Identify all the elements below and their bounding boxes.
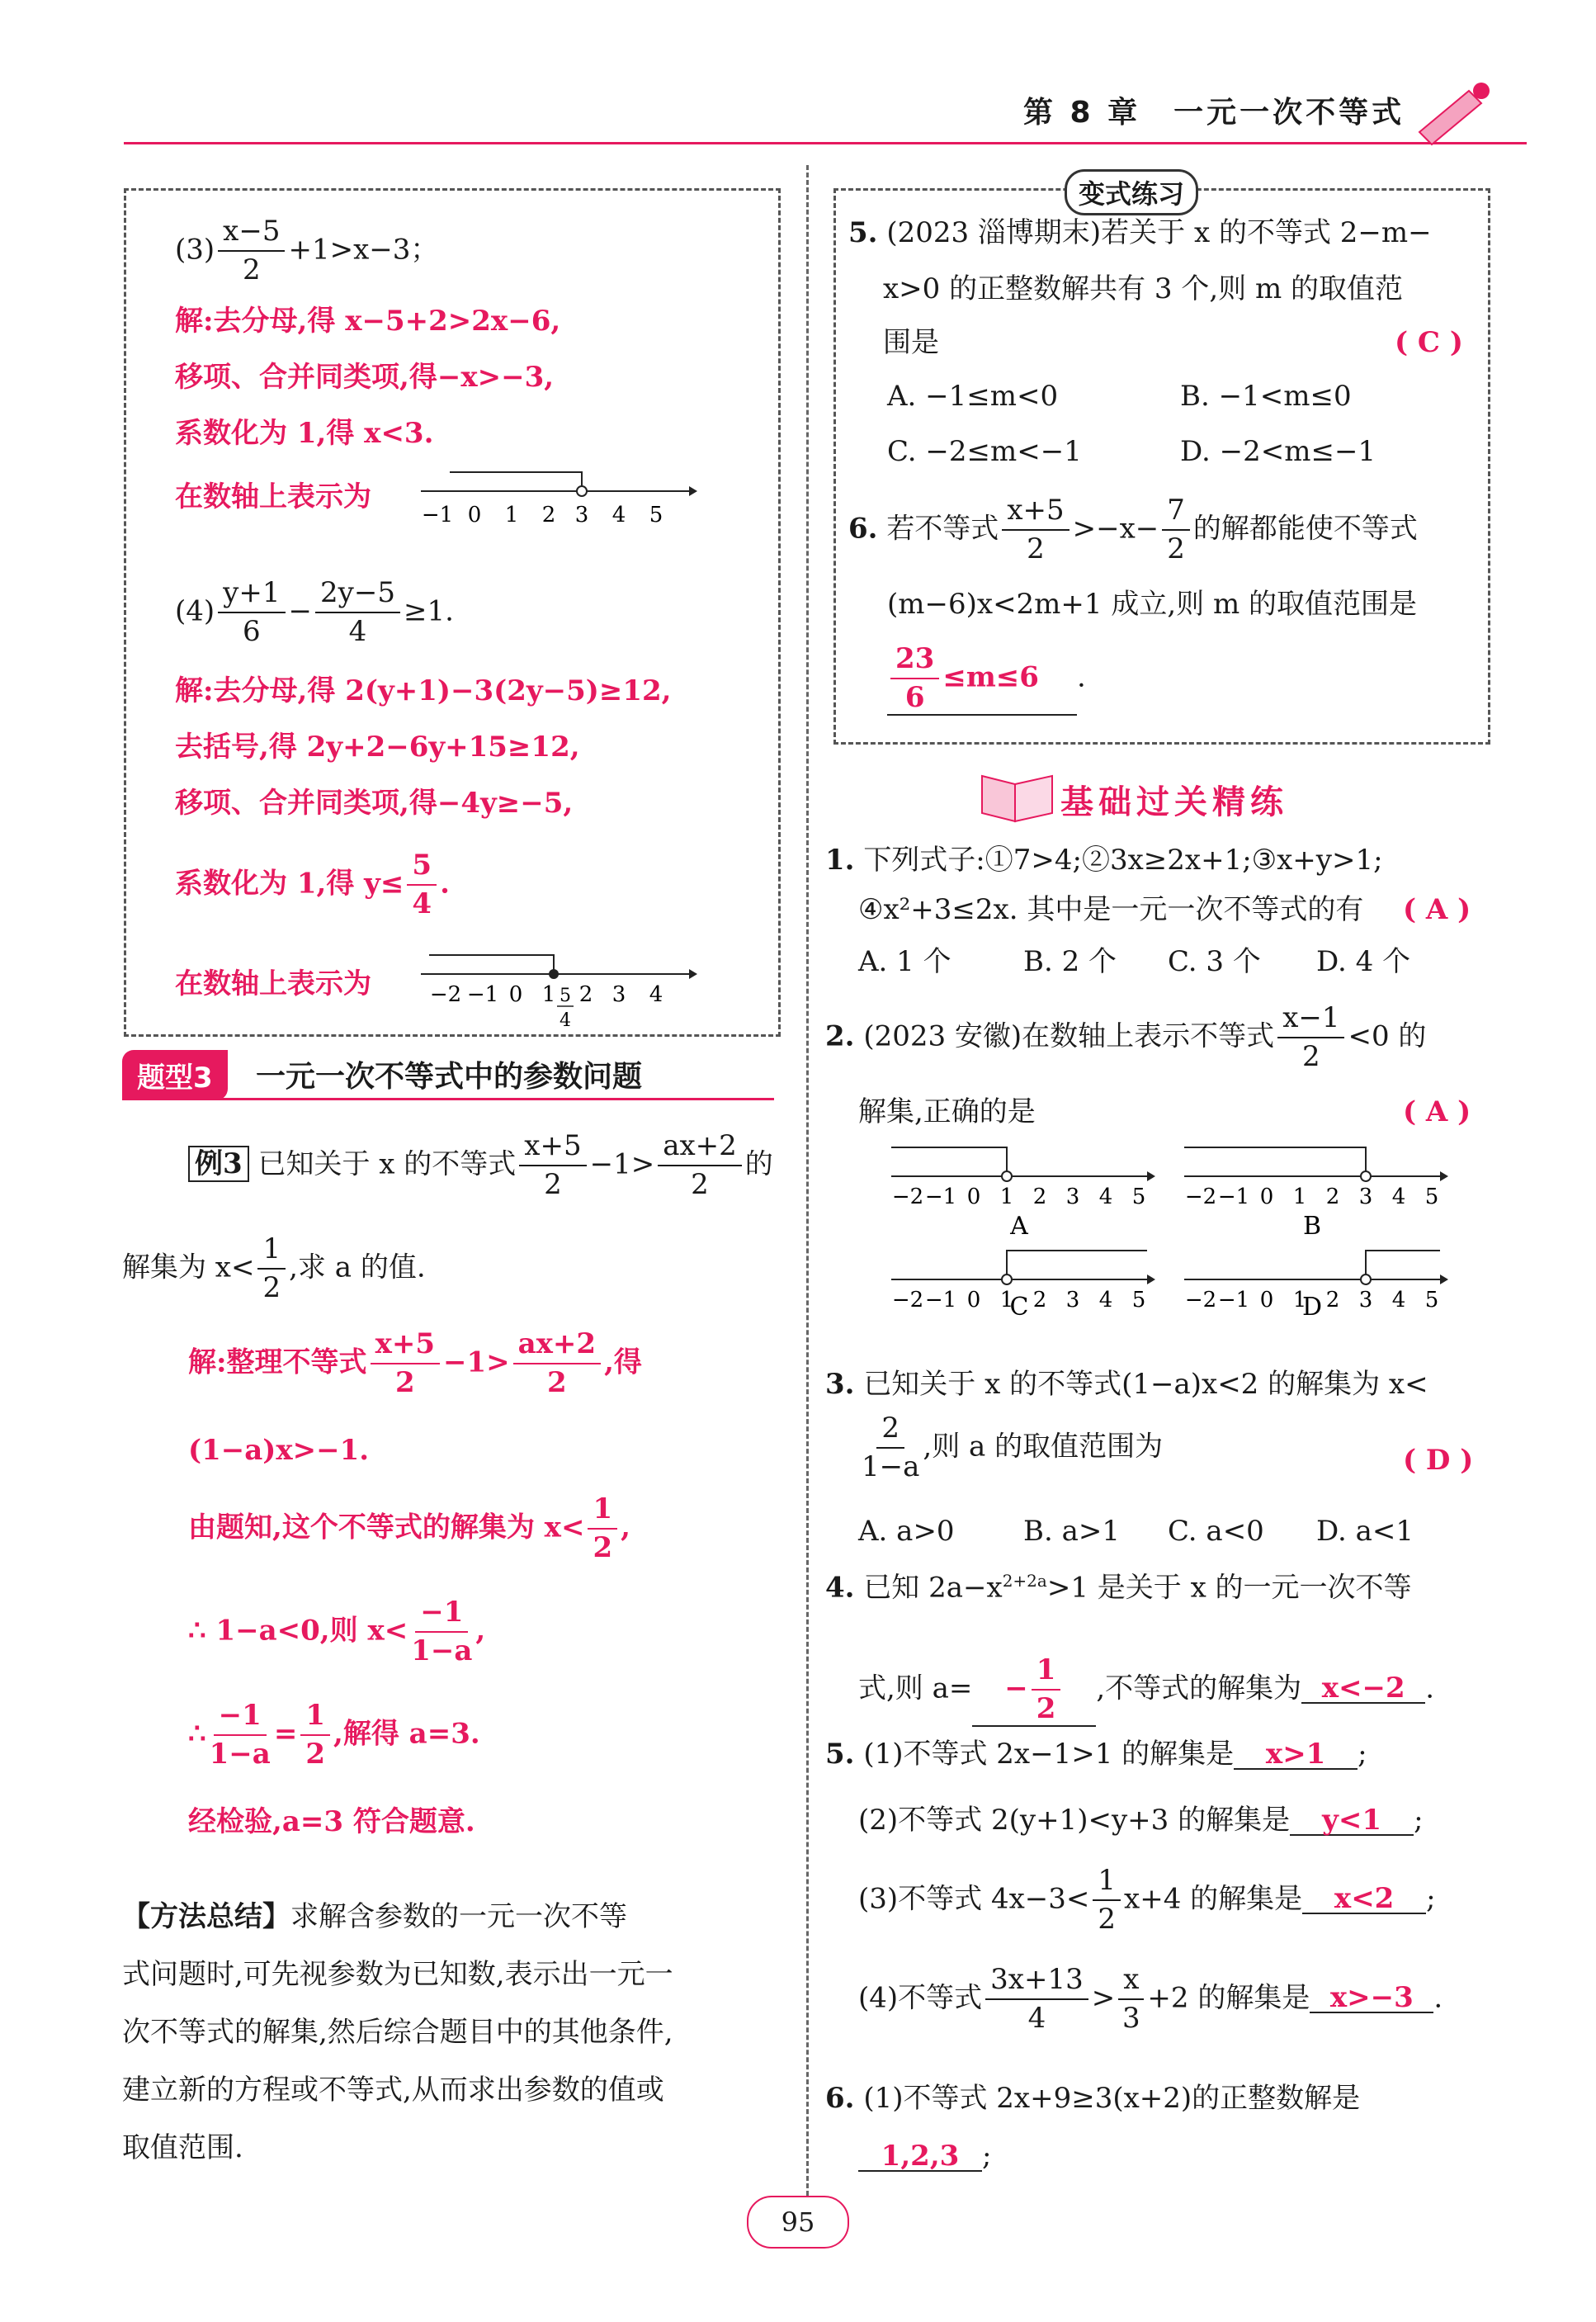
method-summary-line2: 式问题时,可先视参数为已知数,表示出一元一	[122, 1958, 673, 1991]
p4-solution-step1: 解:去分母,得 2(y+1)−3(2y−5)≥12,	[175, 674, 672, 707]
method-summary-line5: 取值范围.	[122, 2131, 243, 2164]
option-tick-label: 4	[1098, 1288, 1113, 1312]
option-tick-label: 2	[1032, 1288, 1047, 1312]
option-tick-label: 3	[1065, 1288, 1080, 1312]
p3-tick: 5	[649, 503, 663, 527]
p4-solution-step2: 去括号,得 2y+2−6y+15≥12,	[175, 731, 580, 764]
b-q5-part2: (2)不等式 2(y+1)<y+3 的解集是 y<1 ;	[858, 1804, 1424, 1837]
type3-underline	[122, 1098, 774, 1100]
option-tick-label: 0	[1259, 1288, 1274, 1312]
p4-mark-num: 5	[560, 986, 571, 1006]
b-q1-answer: ( A )	[1403, 893, 1471, 926]
b-q5-part1: 5. (1)不等式 2x−1>1 的解集是 x>1 ;	[825, 1738, 1367, 1771]
option-tick-label: 5	[1424, 1185, 1439, 1209]
option-tick-label: 2	[1325, 1288, 1340, 1312]
example3-statement-cont: 解集为 x< $\frac{1}{2}$ ,求 a 的值.	[122, 1232, 426, 1305]
p4-tick: 4	[649, 982, 663, 1007]
v-q5-option-d: D. −2<m≤−1	[1180, 435, 1376, 468]
b-q1-option-a: A. 1 个	[858, 945, 951, 978]
p3-axis-label: 在数轴上表示为	[175, 480, 371, 513]
p3-tick: 4	[611, 503, 626, 527]
p3-tick: 0	[467, 503, 482, 527]
b-q1-line2: ④x²+3≤2x. 其中是一元一次不等式的有	[858, 893, 1364, 926]
option-tick-label: 0	[966, 1288, 981, 1312]
ex3-solution-line3: 由题知,这个不等式的解集为 x< $\frac{1}{2}$ ,	[188, 1492, 630, 1565]
b-q1-line1: 1. 下列式子:①7>4;②3x≥2x+1;③x+y>1;	[825, 844, 1383, 877]
option-tick-label: −1	[1217, 1288, 1250, 1312]
option-tick-label: 3	[1358, 1185, 1373, 1209]
v-q6-line2: (m−6)x<2m+1 成立,则 m 的取值范围是	[887, 588, 1418, 621]
option-tick-label: 4	[1391, 1185, 1406, 1209]
p4-solution-step3: 移项、合并同类项,得−4y≥−5,	[175, 787, 574, 820]
b-q1-option-d: D. 4 个	[1316, 945, 1411, 978]
p4-mark-den: 4	[560, 1010, 571, 1031]
option-tick-label: 0	[966, 1185, 981, 1209]
b-q6-line1: 6. (1)不等式 2x+9≥3(x+2)的正整数解是	[825, 2082, 1361, 2115]
v-q5-option-b: B. −1<m≤0	[1180, 380, 1352, 413]
p3-tick: 2	[541, 503, 556, 527]
option-tick-label: 4	[1391, 1288, 1406, 1312]
option-label-c: C	[1009, 1293, 1029, 1317]
b-q5-part3: (3)不等式 4x−3< $\frac{1}{2}$ x+4 的解集是 x<2 ;	[858, 1864, 1436, 1937]
option-tick-label: −2	[891, 1288, 924, 1312]
b-q2-number-lines	[883, 1139, 1461, 1317]
p3-tick: −1	[421, 503, 454, 527]
option-tick-label: −1	[1217, 1185, 1250, 1209]
v-q5-line1: 5. (2023 淄博期末)若关于 x 的不等式 2−m−	[848, 216, 1432, 249]
option-tick-label: 1	[1292, 1185, 1307, 1209]
section-title: 基础过关精练	[1060, 783, 1288, 821]
b-q3-option-c: C. a<0	[1168, 1515, 1264, 1548]
b-q2-line1: 2. (2023 安徽)在数轴上表示不等式 $\frac{x-1}{2}$ <0 的	[825, 1001, 1427, 1074]
ex3-solution-line6: 经检验,a=3 符合题意.	[188, 1805, 475, 1838]
p4-solution-step4: 系数化为 1,得 y≤ $\frac{5}{4}$ .	[175, 849, 450, 921]
p4-tick: 3	[611, 982, 626, 1007]
b-q5-part4: (4)不等式 $\frac{3x+13}{4}$ > $\frac{x}{3}$ +2 的解集是 x>−3 .	[858, 1963, 1443, 2036]
chapter-title: 第 8 章 一元一次不等式	[1023, 96, 1405, 130]
p3-solution-step3: 系数化为 1,得 x<3.	[175, 417, 434, 450]
p3-number-line	[417, 462, 697, 528]
ex3-solution-line2: (1−a)x>−1.	[188, 1434, 370, 1467]
option-tick-label: −1	[924, 1288, 957, 1312]
option-tick-label: −2	[1184, 1288, 1217, 1312]
p4-number-line	[417, 937, 697, 1032]
b-q2-line2: 解集,正确的是	[858, 1095, 1036, 1128]
book-icon	[974, 764, 1065, 825]
b-q3-option-a: A. a>0	[858, 1515, 955, 1548]
problem-3-statement: (3) $\frac{x-5}{2}$ +1>x−3；	[175, 215, 439, 287]
pencil-decoration-icon	[1403, 74, 1502, 149]
p4-axis-label: 在数轴上表示为	[175, 967, 371, 1000]
v-q6-line1: 6. 若不等式 $\frac{x+5}{2}$ >−x− $\frac{7}{2}$ 的解都能使不等式	[848, 494, 1418, 566]
method-summary-line4: 建立新的方程或不等式,从而求出参数的值或	[122, 2074, 664, 2107]
option-tick-label: −1	[924, 1185, 957, 1209]
option-tick-label: 1	[999, 1185, 1014, 1209]
v-q5-option-c: C. −2≤m<−1	[887, 435, 1082, 468]
b-q4-line2: 式,则 a= − $\frac{1}{2}$ ,不等式的解集为 x<−2 .	[858, 1653, 1434, 1726]
option-tick-label: 2	[1032, 1185, 1047, 1209]
p3-solution-step2: 移项、合并同类项,得−x>−3,	[175, 361, 555, 394]
method-summary-line1: 【方法总结】求解含参数的一元一次不等	[122, 1900, 627, 1933]
p3-tick: 3	[574, 503, 589, 527]
p4-tick: 0	[508, 982, 523, 1007]
type3-tag: 题型3	[122, 1050, 228, 1100]
option-tick-label: 3	[1065, 1185, 1080, 1209]
b-q1-option-b: B. 2 个	[1023, 945, 1117, 978]
v-q6-answer-line: $\frac{23}{6}$ ≤m≤6 .	[887, 644, 1086, 716]
example3-statement: 例3 已知关于 x 的不等式 $\frac{x+5}{2}$ −1> $\frac{ax+2}{2}$ 的	[188, 1131, 773, 1201]
option-label-d: D	[1301, 1293, 1323, 1317]
p4-tick: −2	[429, 982, 462, 1007]
b-q6-line2: 1,2,3 ;	[858, 2142, 991, 2172]
method-summary-line3: 次不等式的解集,然后综合题目中的其他条件,	[122, 2016, 673, 2049]
problem-4-statement: (4) $\frac{y+1}{6}$ − $\frac{2y-5}{4}$ ≥1.	[175, 576, 454, 649]
option-tick-label: 0	[1259, 1185, 1274, 1209]
ex3-solution-line5: ∴ $\frac{-1}{1-a}$ = $\frac{1}{2}$ ,解得 a=3.	[188, 1699, 480, 1771]
option-tick-label: 4	[1098, 1185, 1113, 1209]
page-number: 95	[747, 2196, 849, 2249]
v-q5-line3: 围是	[883, 326, 939, 359]
b-q3-line1: 3. 已知关于 x 的不等式(1−a)x<2 的解集为 x<	[825, 1368, 1428, 1401]
b-q2-answer: ( A )	[1403, 1095, 1471, 1128]
b-q1-option-c: C. 3 个	[1168, 945, 1261, 978]
option-tick-label: 1	[999, 1288, 1014, 1312]
v-q5-line2: x>0 的正整数解共有 3 个,则 m 的取值范	[883, 272, 1404, 305]
v-q5-option-a: A. −1≤m<0	[887, 380, 1059, 413]
option-tick-label: 3	[1358, 1288, 1373, 1312]
b-q3-answer: ( D )	[1403, 1444, 1474, 1477]
option-tick-label: 5	[1424, 1288, 1439, 1312]
b-q3-line2: $\frac{2}{1-a}$ ,则 a 的取值范围为	[862, 1412, 1164, 1484]
b-q4-line1: 4. 已知 $2a-x^{2+2a}>1$ 是关于 x 的一元一次不等	[825, 1571, 1412, 1605]
option-label-a: A	[1010, 1212, 1028, 1241]
option-tick-label: −2	[1184, 1185, 1217, 1209]
option-tick-label: −2	[891, 1185, 924, 1209]
option-tick-label: 5	[1131, 1288, 1146, 1312]
p3-tick: 1	[504, 503, 519, 527]
type3-title: 一元一次不等式中的参数问题	[256, 1060, 643, 1094]
b-q3-option-d: D. a<1	[1316, 1515, 1414, 1548]
b-q3-option-b: B. a>1	[1023, 1515, 1120, 1548]
ex3-solution-line1: 解:整理不等式 $\frac{x+5}{2}$ −1> $\frac{ax+2}{2}$ ,得	[188, 1327, 642, 1400]
option-tick-label: 1	[1292, 1288, 1307, 1312]
header-rule	[124, 142, 1527, 144]
ex3-solution-line4: ∴ 1−a<0,则 x< $\frac{-1}{1-a}$ ,	[188, 1596, 486, 1668]
option-tick-label: 5	[1131, 1185, 1146, 1209]
variation-practice-badge: 变式练习	[1065, 169, 1198, 215]
option-label-b: B	[1302, 1212, 1322, 1241]
p4-tick: −1	[466, 982, 499, 1007]
v-q5-answer: ( C )	[1395, 326, 1463, 359]
column-divider	[806, 165, 809, 2196]
p3-solution-step1: 解:去分母,得 x−5+2>2x−6,	[175, 305, 561, 338]
p4-tick: 1	[541, 982, 556, 1007]
option-tick-label: 2	[1325, 1185, 1340, 1209]
p4-tick: 2	[578, 982, 593, 1007]
example-tag: 例3	[188, 1146, 249, 1182]
